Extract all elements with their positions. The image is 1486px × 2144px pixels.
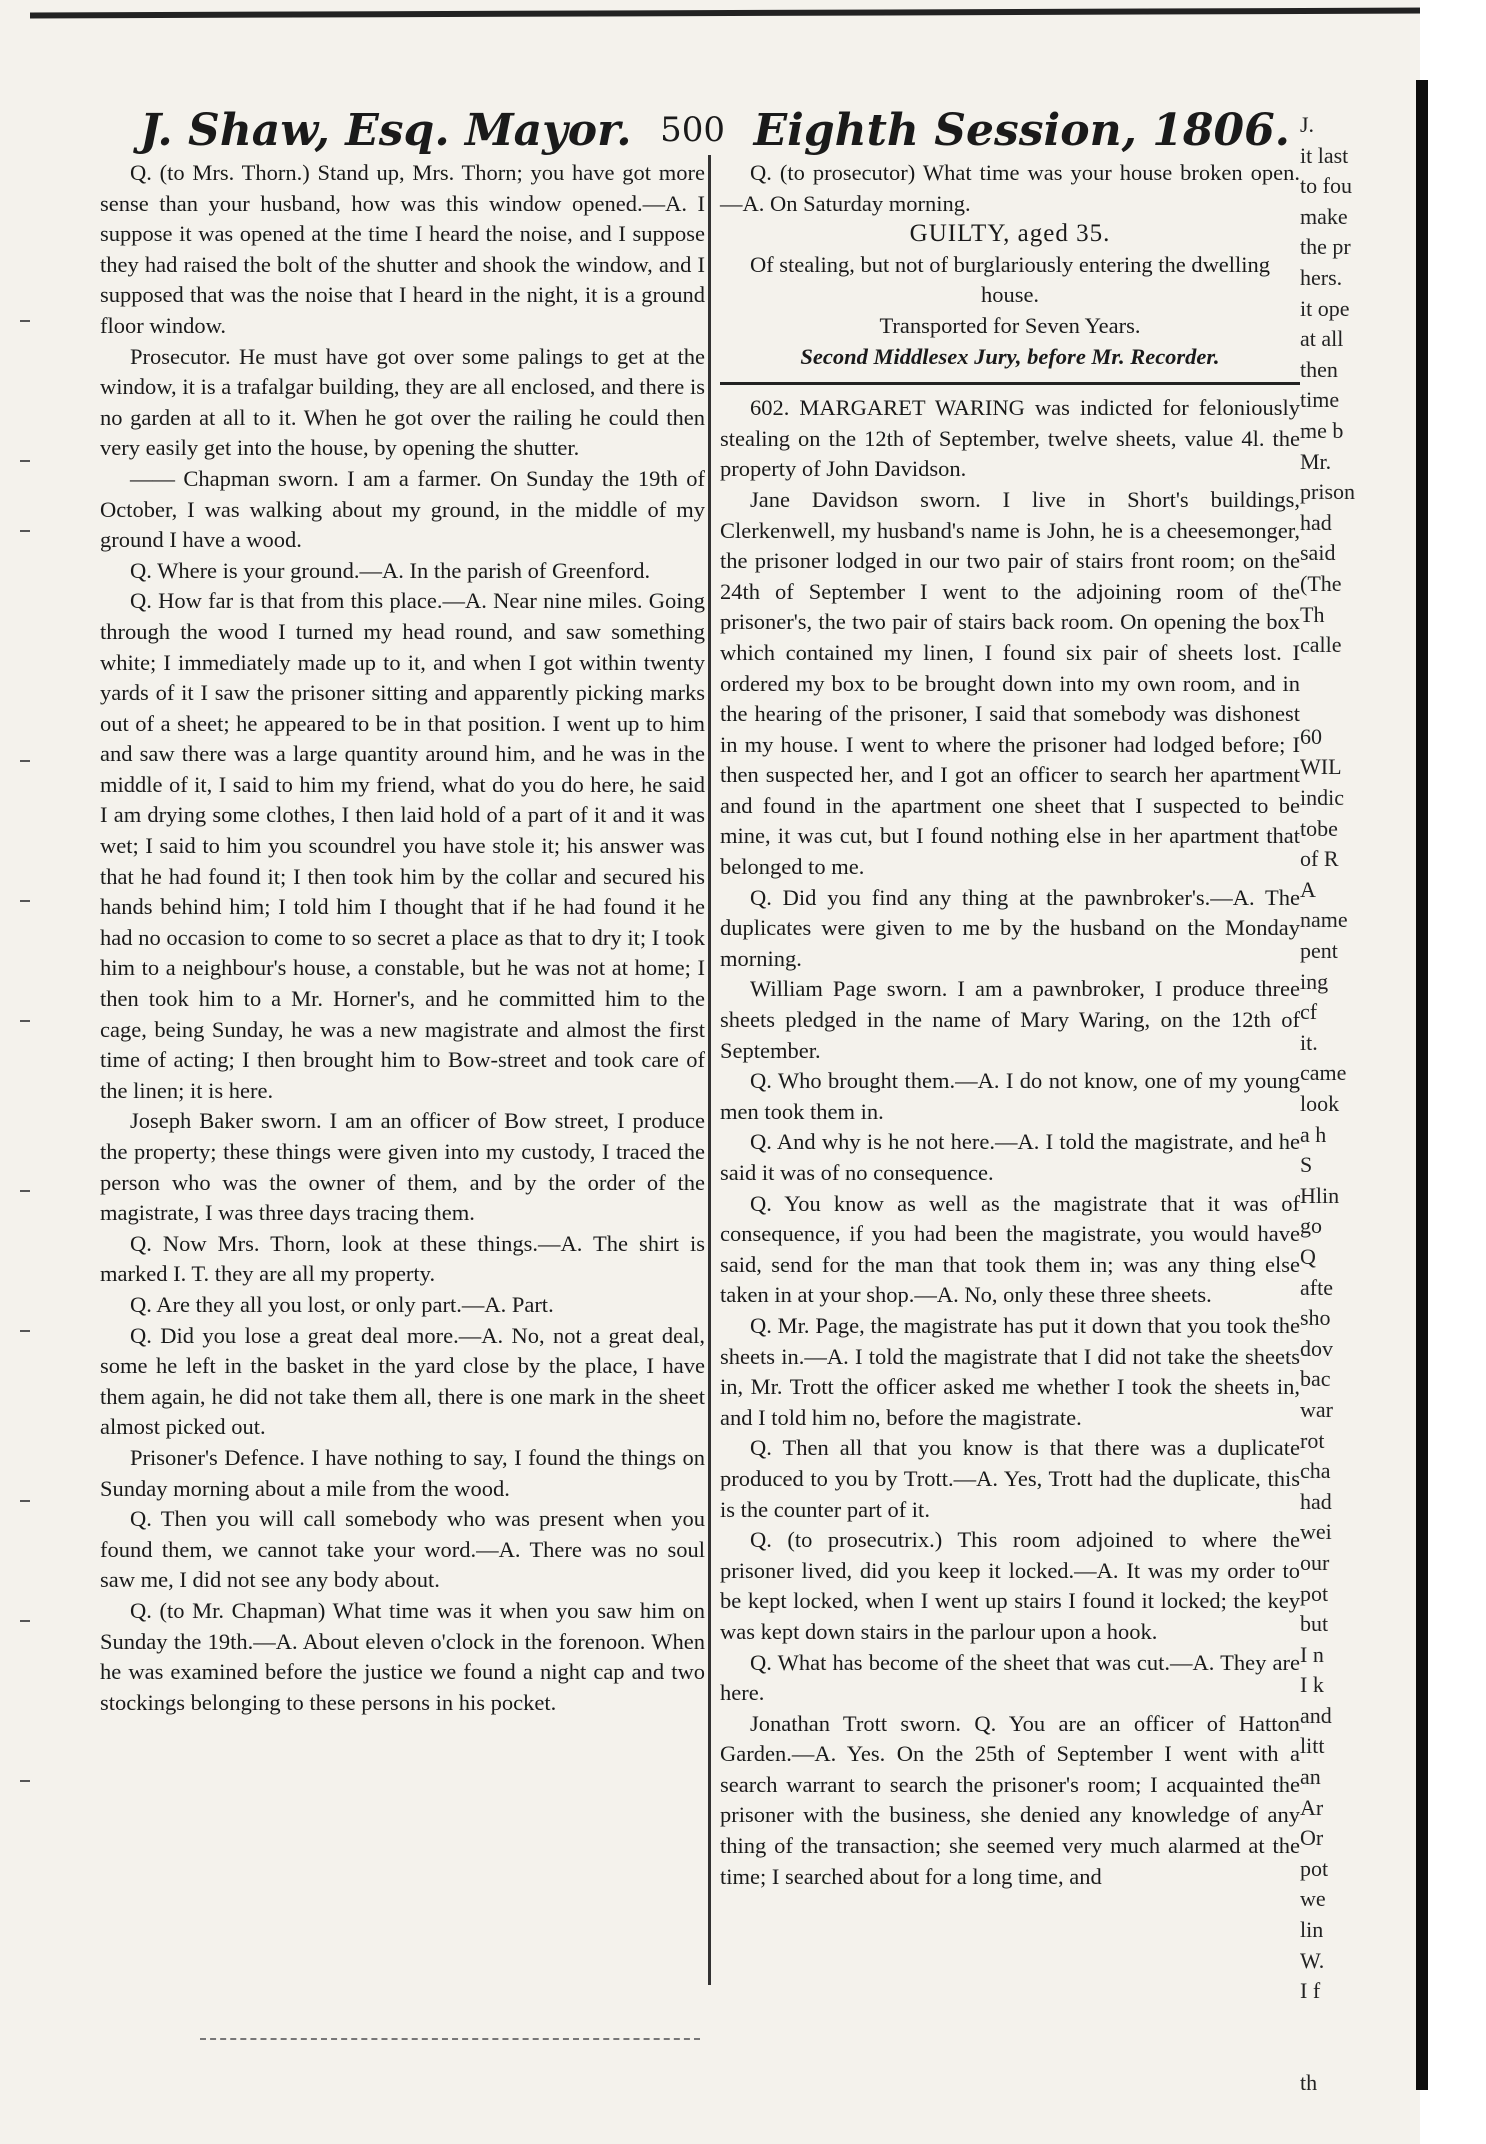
bleed-fragment: 60 [1300, 723, 1322, 749]
paragraph: Joseph Baker sworn. I am an officer of Bow street, I produce the property; these things were given into my custody, I traced the person who was the owner of them, and by the order of the magistrate, I was three days tracing them. [100, 1108, 705, 1226]
bleed-fragment: lin [1300, 1917, 1324, 1943]
bleed-fragment: wei [1300, 1519, 1332, 1545]
bleed-fragment: me b [1300, 417, 1344, 443]
paragraph: Q. (to prosecutor) What time was your house broken open.—A. On Saturday morning. [720, 160, 1300, 216]
bleed-fragment: but [1300, 1611, 1329, 1637]
bleed-fragment: ing [1300, 968, 1329, 994]
paragraph: Q. Did you find any thing at the pawnbroker's.—A. The duplicates were given to me by the husband on the Monday morning. [720, 884, 1300, 971]
right-column [720, 158, 1300, 1892]
binding-shadow [1416, 80, 1428, 2090]
bleed-fragment: Hlin [1300, 1182, 1340, 1208]
page-number: 500 [660, 110, 726, 150]
bleed-fragment: litt [1300, 1733, 1325, 1759]
margin-tick [20, 1020, 30, 1022]
bleed-fragment: an [1300, 1764, 1321, 1790]
section-rule [720, 382, 1300, 385]
bleed-fragment: pot [1300, 1855, 1329, 1881]
paragraph: Q. Now Mrs. Thorn, look at these things.—A. The shirt is marked I. T. they are all my property. [100, 1230, 705, 1287]
sentence: Transported for Seven Years. [879, 312, 1141, 338]
bleed-fragment: Or [1300, 1825, 1324, 1851]
bleed-fragment: the pr [1300, 234, 1351, 260]
bleed-fragment: WIL [1300, 754, 1342, 780]
bleed-fragment: tobe [1300, 815, 1338, 841]
paragraph: William Page sworn. I am a pawnbroker, I produce three sheets pledged in the name of Mary Waring, on the 12th of September. [720, 976, 1300, 1063]
bleed-fragment: prison [1300, 479, 1355, 505]
bleed-fragment: Mr. [1300, 448, 1332, 474]
bleed-fragment [1300, 2007, 1415, 2038]
bleed-fragment: sho [1300, 1305, 1331, 1331]
bleed-fragment: said [1300, 540, 1336, 566]
jury-heading: Second Middlesex Jury, before Mr. Recorder. [800, 343, 1220, 369]
bleed-fragment: I k [1300, 1672, 1324, 1698]
bleed-fragment: and [1300, 1702, 1332, 1728]
verdict-detail: Of stealing, but not of burglariously entering the dwelling house. [749, 251, 1271, 308]
bleed-fragment: to fou [1300, 173, 1352, 199]
bleed-fragment: had [1300, 1488, 1332, 1514]
bleed-fragment: indic [1300, 785, 1344, 811]
paragraph: —— Chapman sworn. I am a farmer. On Sunday the 19th of October, I was walking about my ground, in the middle of my ground I have a wood. [100, 465, 705, 553]
bleed-fragment: S [1300, 1152, 1313, 1178]
margin-tick [20, 1780, 30, 1782]
page-top-rule [30, 8, 1430, 19]
paragraph: Q. (to Mr. Chapman) What time was it when you saw him on Sunday the 19th.—A. About eleven o'clock in the forenoon. When he was examined before the justice we found a night cap and two stockings belonging to these persons in his pocket. [100, 1597, 705, 1715]
bleed-fragment: Q [1300, 1243, 1316, 1269]
paragraph: Prosecutor. He must have got over some palings to get at the window, it is a trafalgar building, they are all enclosed, and there is no garden at all to it. When he got over the railing he could then very easily get into the house, by opening the shutter. [100, 343, 705, 461]
bleed-fragment: we [1300, 1886, 1326, 1912]
running-header [140, 100, 1290, 160]
paragraph: Q. And why is he not here.—A. I told the magistrate, and he said it was of no consequence. [720, 1129, 1300, 1185]
margin-tick [20, 1620, 30, 1622]
margin-tick [20, 530, 30, 532]
bleed-fragment: hers. [1300, 264, 1343, 290]
paragraph: Q. Who brought them.—A. I do not know, one of my young men took them in. [720, 1068, 1300, 1124]
bleed-fragment: cha [1300, 1458, 1331, 1484]
bleed-fragment: it ope [1300, 295, 1350, 321]
margin-tick [20, 900, 30, 902]
bleed-fragment: war [1300, 1396, 1333, 1422]
header-left: J. Shaw, Esq. Mayor. [140, 104, 632, 156]
bleed-fragment: I n [1300, 1641, 1324, 1667]
paragraph: Jane Davidson sworn. I live in Short's buildings, Clerkenwell, my husband's name is John, he is a cheesemonger, the prisoner lodged in our two pair of stairs front room; on the 24th of September I went to the adjoining room of the prisoner's, the two pair of stairs back room. On opening the box which contained my linen, I found six pair of sheets lost. I ordered my box to be brought down into my own room, and in the hearing of the prisoner, I said that somebody was dishonest in my house. I went to where the prisoner had lodged before; I then suspected her, and I got an officer to search her apartment and found in the apartment one sheet that I suspected to be mine, it was cut, but I found nothing else in her apartment that belonged to me. [720, 486, 1300, 880]
next-page-bleed-text [1300, 110, 1415, 2099]
paragraph: Q. Are they all you lost, or only part.—A. Part. [130, 1291, 554, 1317]
bleed-fragment: W. [1300, 1947, 1325, 1973]
bleed-fragment [1300, 661, 1415, 692]
bleed-fragment: a h [1300, 1121, 1327, 1147]
bleed-fragment: it last [1300, 142, 1349, 168]
bleed-fragment [1300, 2037, 1415, 2068]
bleed-fragment [1300, 691, 1415, 722]
margin-tick [20, 460, 30, 462]
paragraph: Q. (to prosecutrix.) This room adjoined to where the prisoner lived, did you keep it locked.—A. It was my order to be kept locked, when I went up stairs I found it locked; the key was kept down stairs in the parlour upon a hook. [720, 1527, 1300, 1644]
header-right: Eighth Session, 1806. [753, 104, 1290, 156]
paragraph: Q. (to Mrs. Thorn.) Stand up, Mrs. Thorn; you have got more sense than your husband, how was this window opened.—A. I suppose it was opened at the time I heard the noise, and I suppose they had raised the bolt of the shutter and shook the window, and I supposed that was the noise that I heard in the night, it is a ground floor window. [100, 160, 705, 338]
margin-tick [20, 1330, 30, 1332]
paragraph: Q. Where is your ground.—A. In the parish of Greenford. [130, 557, 651, 583]
bleed-fragment: afte [1300, 1274, 1333, 1300]
bleed-fragment: pent [1300, 938, 1338, 964]
bleed-fragment: time [1300, 387, 1340, 413]
left-column [100, 158, 705, 1718]
verdict: GUILTY, aged 35. [909, 220, 1111, 248]
bleed-fragment: our [1300, 1549, 1330, 1575]
bleed-fragment: it. [1300, 1029, 1318, 1055]
margin-tick [20, 1190, 30, 1192]
bleed-fragment: th [1300, 2070, 1318, 2095]
bleed-fragment: of R [1300, 846, 1339, 872]
bleed-fragment: pot [1300, 1580, 1329, 1606]
column-divider [708, 155, 711, 1985]
paragraph: Q. Mr. Page, the magistrate has put it down that you took the sheets in.—A. I told the magistrate that I did not take the sheets in, Mr. Trott the officer asked me whether I took the sheets in, and I told him no, before the magistrate. [720, 1312, 1300, 1430]
paragraph: Jonathan Trott sworn. Q. You are an officer of Hatton Garden.—A. Yes. On the 25th of September I went with a search warrant to search the prisoner's room; I acquainted the prisoner with the business, she denied any knowledge of any thing of the transaction; she seemed very much alarmed at the time; I searched about for a long time, and [720, 1710, 1300, 1889]
bleed-fragment: had [1300, 509, 1332, 535]
bleed-fragment: came [1300, 1060, 1347, 1086]
next-page-edge [1420, 0, 1486, 2144]
bleed-fragment: cf [1300, 999, 1318, 1025]
paragraph: Q. Then all that you know is that there was a duplicate produced to you by Trott.—A. Yes, Trott had the duplicate, this is the counter part of it. [720, 1435, 1300, 1522]
margin-tick [20, 320, 30, 322]
margin-tick [20, 760, 30, 762]
bleed-fragment: bac [1300, 1366, 1331, 1392]
paragraph: Q. You know as well as the magistrate that it was of consequence, if you had been the magistrate, you would have said, send for the man that took them in; was any thing else taken in at your shop.—A. No, only these three sheets. [720, 1190, 1300, 1308]
paragraph: 602. MARGARET WARING was indicted for feloniously stealing on the 12th of September, twelve sheets, value 4l. the property of John Davidson. [720, 395, 1300, 482]
paragraph: Prisoner's Defence. I have nothing to say, I found the things on Sunday morning about a mile from the wood. [100, 1444, 705, 1501]
bleed-fragment: look [1300, 1091, 1340, 1116]
bleed-fragment: name [1300, 907, 1348, 933]
bleed-fragment: Ar [1300, 1794, 1324, 1820]
bleed-fragment: Th [1300, 601, 1325, 627]
left-margin-marks [20, 200, 34, 1900]
bleed-fragment: go [1300, 1213, 1322, 1239]
bleed-fragment: calle [1300, 632, 1342, 658]
paragraph: Q. How far is that from this place.—A. Near nine miles. Going through the wood I turned my head round, and saw something white; I immediately made up to it, and when I got within twenty yards of it I saw the prisoner sitting and apparently picking marks out of a sheet; he appeared to be in that position. I went up to him and saw there was a large quantity around him, and he was in the middle of it, I said to him my friend, what do you do here, he said I am drying some clothes, I then laid hold of a part of it and it was wet; I said to him you scoundrel you have stole it; his answer was that he had found it; I then took him by the collar and secured his hands behind him; I told him I thought that if he had found it he had no occasion to come to so secret a place as that to dry it; I took him to a neighbour's house, a constable, but he was not at home; I then took him to a Mr. Horner's, and he committed him to the cage, being Sunday, he was a new magistrate and almost the first time of acting; I then brought him to Bow-street and took care of the linen; it is here. [100, 588, 705, 1103]
bleed-fragment: dov [1300, 1335, 1333, 1361]
bleed-fragment: A [1300, 876, 1316, 902]
bleed-fragment: (The [1300, 570, 1342, 596]
paragraph: Q. Then you will call somebody who was present when you found them, we cannot take your word.—A. There was no soul saw me, I did not see any body about. [100, 1506, 705, 1593]
bleed-fragment: then [1300, 356, 1338, 382]
bleed-fragment: I f [1300, 1978, 1321, 2004]
paragraph: Q. What has become of the sheet that was cut.—A. They are here. [720, 1649, 1300, 1706]
footer-marks [200, 2038, 700, 2040]
bleed-fragment: at all [1300, 326, 1344, 352]
bleed-fragment: J. [1300, 112, 1315, 137]
bleed-fragment: make [1300, 203, 1348, 229]
paragraph: Q. Did you lose a great deal more.—A. No, not a great deal, some he left in the basket in the yard close by the place, I have them again, he did not take them all, there is one mark in the sheet almost picked out. [100, 1322, 705, 1440]
bleed-fragment: rot [1300, 1427, 1325, 1453]
margin-tick [20, 1500, 30, 1502]
